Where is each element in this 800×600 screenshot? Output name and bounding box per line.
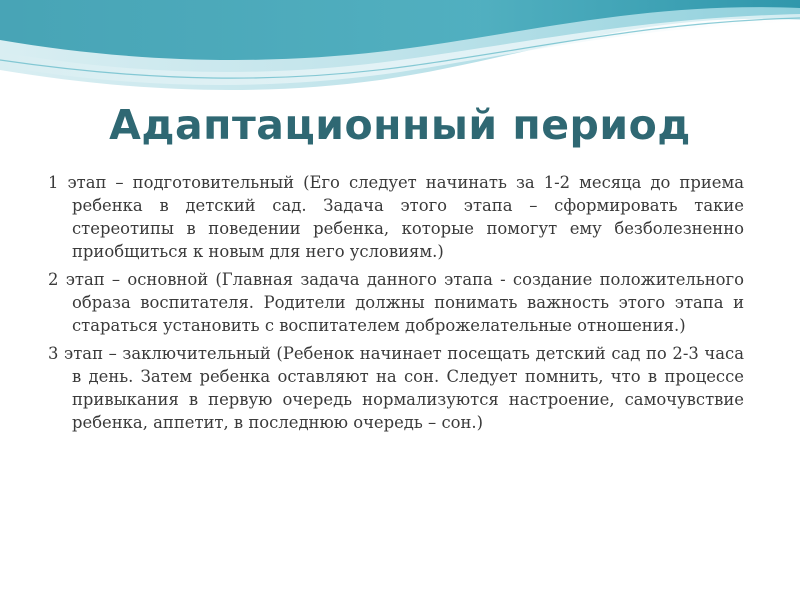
slide-body: [48, 171, 744, 439]
stage-1-paragraph: 1 этап – подготовительный (Его следует начинать за 1-2 месяца до приема ребенка в детский сад. Задача этого этапа – сформировать такие стереотипы в поведении ребенка, которые помогут ему безболезненно приобщиться к новым для него условиям.): [48, 173, 744, 261]
stage-3-paragraph: 3 этап – заключительный (Ребенок начинает посещать детский сад по 2-3 часа в день. Затем ребенка оставляют на сон. Следует помнить, что в процессе привыкания в первую очередь нормализуются настроение, самочувствие ребенка, аппетит, в последнюю очередь – сон.): [48, 344, 744, 432]
decorative-wave-header: [0, 0, 800, 110]
slide-title: Адаптационный период: [109, 101, 691, 149]
stage-2-paragraph: 2 этап – основной (Главная задача данного этапа - создание положительного образа воспитателя. Родители должны понимать важность этого этапа и стараться установить с воспитателем доброжелательные отношения.): [48, 270, 744, 335]
